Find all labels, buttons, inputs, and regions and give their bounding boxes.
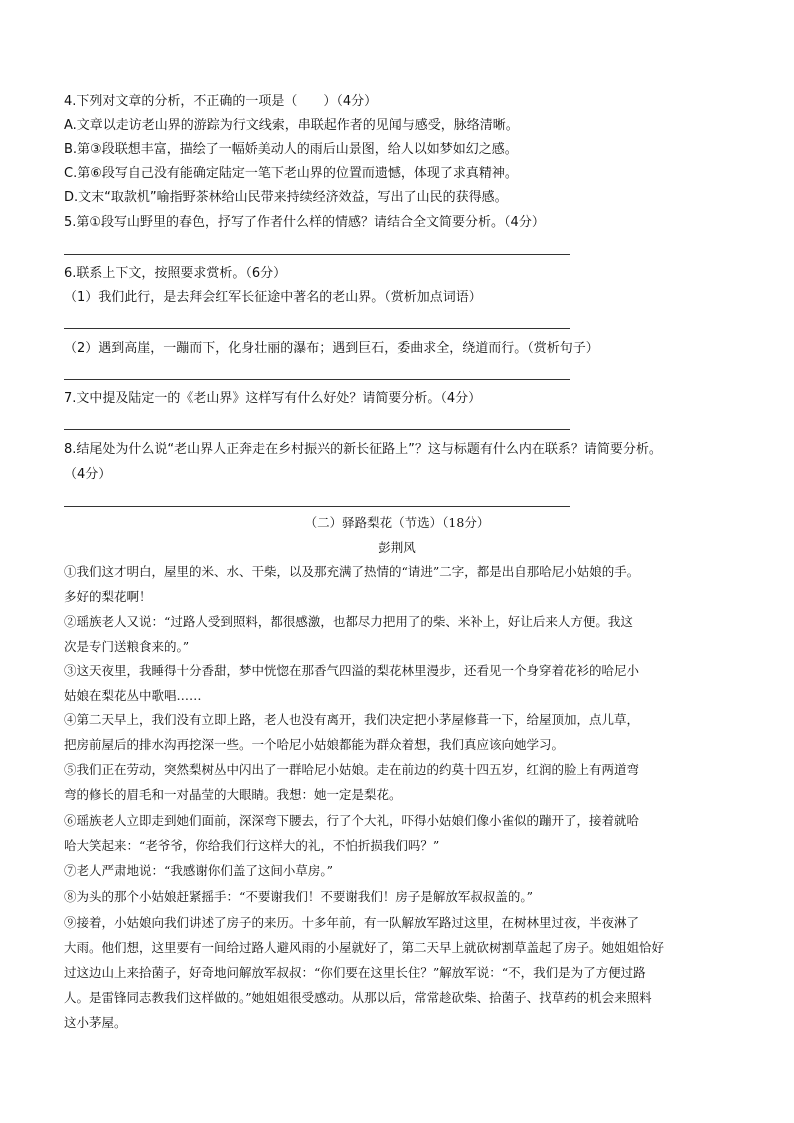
answer-line-q6-2 xyxy=(64,379,570,380)
question-8-line-2: （4分） xyxy=(64,467,112,482)
question-4-option-a: A.文章以走访老山界的游踪为行文线索，串联起作者的见闻与感受，脉络清晰。 xyxy=(64,118,519,133)
passage-line: ③这天夜里，我睡得十分香甜，梦中恍惚在那香气四溢的梨花林里漫步，还看见一个身穿着花衫的哈尼小 xyxy=(64,663,640,678)
answer-line-q7 xyxy=(64,429,570,430)
passage-line: 把房前屋后的排水沟再挖深一些。一个哈尼小姑娘都能为群众着想，我们真应该向她学习。 xyxy=(64,737,565,752)
question-6: 6.联系上下文，按照要求赏析。（6分） xyxy=(64,266,287,281)
passage-line: ⑥瑶族老人立即走到她们面前，深深弯下腰去，行了个大礼，吓得小姑娘们像小雀似的蹦开了，接着就哈 xyxy=(64,813,640,828)
passage-line: ④第二天早上，我们没有立即上路，老人也没有离开，我们决定把小茅屋修葺一下，给屋顶加，点儿草， xyxy=(64,712,640,727)
passage-line: 人。是雷锋同志教我们这样做的。”她姐姐很受感动。从那以后，常常趁砍柴、拾菌子、找草药的机会来照料 xyxy=(64,990,652,1005)
passage-line: ⑤我们正在劳动，突然梨树丛中闪出了一群哈尼小姑娘。走在前边的约莫十四五岁，红润的脸上有两道弯 xyxy=(64,762,640,777)
question-4-option-c: C.第⑥段写自己没有能确定陆定一笔下老山界的位置而遗憾，体现了求真精神。 xyxy=(64,166,518,181)
passage-line: 弯的修长的眉毛和一对晶莹的大眼睛。我想：她一定是梨花。 xyxy=(64,787,402,802)
passage-line: 大雨。他们想，这里要有一间给过路人避风雨的小屋就好了，第二天早上就砍树割草盖起了房子。她姐姐恰好 xyxy=(64,940,665,955)
question-4: 4.下列对文章的分析，不正确的一项是（ ）（4分） xyxy=(64,94,378,109)
question-6-part-2: （2）遇到高崖，一蹦而下，化身壮丽的瀑布；遇到巨石，委曲求全，绕道而行。（赏析句子） xyxy=(64,341,599,356)
passage-line: 这小茅屋。 xyxy=(64,1015,127,1030)
passage-line: 过这边山上来拾菌子，好奇地问解放军叔叔：“你们要在这里长住？”解放军说：“不，我们是为了方便过路 xyxy=(64,965,646,980)
passage-line: 姑娘在梨花丛中歌唱…… xyxy=(64,688,202,703)
passage-title: （二）驿路梨花（节选）（18分） xyxy=(304,515,490,530)
answer-line-q8 xyxy=(64,506,570,507)
answer-line-q6-1 xyxy=(64,328,570,329)
passage-line: ⑧为头的那个小姑娘赶紧摇手：“不要谢我们！不要谢我们！房子是解放军叔叔盖的。” xyxy=(64,889,534,904)
question-4-option-d: D.文末“取款机”喻指野茶林给山民带来持续经济效益，写出了山民的获得感。 xyxy=(64,190,508,205)
passage-line: 次是专门送粮食来的。” xyxy=(64,639,190,654)
passage-line: 多好的梨花啊！ xyxy=(64,589,152,604)
answer-line-q5 xyxy=(64,254,570,255)
passage-author: 彭荆风 xyxy=(378,540,416,555)
question-4-option-b: B.第③段联想丰富，描绘了一幅娇美动人的雨后山景图，给人以如梦如幻之感。 xyxy=(64,142,518,157)
passage-line: ①我们这才明白，屋里的米、水、干柴，以及那充满了热情的“请进”二字，都是出自那哈尼小姑娘的手。 xyxy=(64,564,640,579)
passage-line: 哈大笑起来：“老爷爷，你给我们行这样大的礼，不怕折损我们吗？” xyxy=(64,838,440,853)
question-7: 7.文中提及陆定一的《老山界》这样写有什么好处？请简要分析。（4分） xyxy=(64,391,482,406)
passage-line: ②瑶族老人又说：“过路人受到照料，都很感激，也都尽力把用了的柴、米补上，好让后来人方便。我这 xyxy=(64,614,633,629)
passage-line: ⑦老人严肃地说：“我感谢你们盖了这间小草房。” xyxy=(64,863,334,878)
question-5: 5.第①段写山野里的春色，抒写了作者什么样的情感？请结合全文简要分析。（4分） xyxy=(64,215,545,230)
passage-line: ⑨接着，小姑娘向我们讲述了房子的来历。十多年前，有一队解放军路过这里，在树林里过夜，半夜淋了 xyxy=(64,915,640,930)
question-8-line-1: 8.结尾处为什么说“老山界人正奔走在乡村振兴的新长征路上”？这与标题有什么内在联系？请简要分析。 xyxy=(64,442,662,457)
question-6-part-1: （1）我们此行，是去拜会红军长征途中著名的老山界。（赏析加点词语） xyxy=(64,290,482,305)
